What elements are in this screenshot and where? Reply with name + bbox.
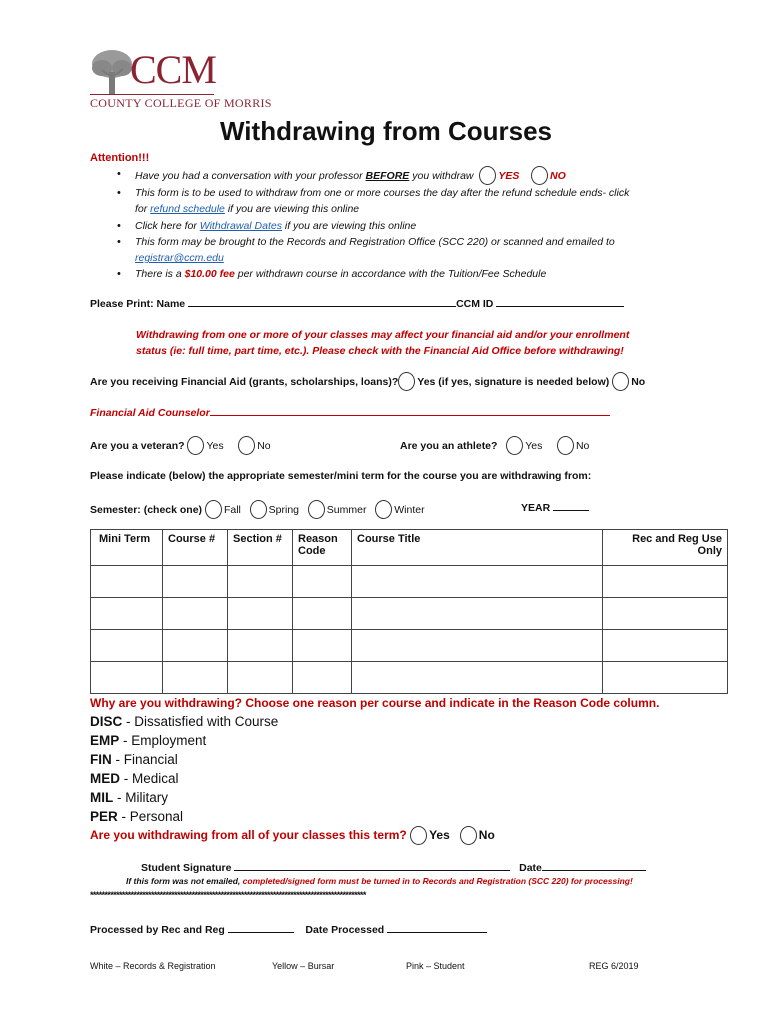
signature-row: Student Signature Date [141,860,646,874]
processed-by-field[interactable] [228,922,294,933]
list-item: • Have you had a conversation with your professor BEFORE you withdraw YES NO [117,166,697,185]
attention-list [117,166,697,283]
professor-no-radio[interactable] [531,166,548,185]
header-reason-code: Reason Code [293,530,352,566]
table-cell[interactable] [163,598,228,630]
table-cell[interactable] [163,630,228,662]
veteran-yes-radio[interactable] [187,436,204,455]
reason-item-emp: EMP - Employment [90,733,207,748]
reason-item-disc: DISC - Dissatisfied with Course [90,714,279,729]
table-cell[interactable] [352,662,603,694]
list-item: • There is a $10.00 fee per withdrawn course in accordance with the Tuition/Fee Schedule [117,266,697,282]
signature-date-field[interactable] [542,860,646,871]
table-row [91,566,728,598]
athlete-row: Are you an athlete? Yes No [400,436,589,455]
signature-field[interactable] [234,860,510,871]
table-cell[interactable] [603,566,728,598]
table-header-row [91,530,728,566]
table-cell[interactable] [228,662,293,694]
table-cell[interactable] [91,566,163,598]
financial-aid-no-radio[interactable] [612,372,629,391]
semester-spring-radio[interactable] [250,500,267,519]
table-cell[interactable] [91,662,163,694]
table-cell[interactable] [293,630,352,662]
year-field[interactable] [553,500,589,511]
semester-winter-radio[interactable] [375,500,392,519]
header-section-number: Section # [228,530,293,566]
divider-stars: *********************************************************************************************** [90,890,366,900]
withdraw-all-no-radio[interactable] [460,826,477,845]
reason-item-fin: FIN - Financial [90,752,178,767]
professor-yes-radio[interactable] [479,166,496,185]
semester-instruction: Please indicate (below) the appropriate semester/mini term for the course you are withdrawing from: [90,470,592,482]
header-mini-term: Mini Term [91,530,163,566]
reason-item-med: MED - Medical [90,771,179,786]
processed-row: Processed by Rec and Reg Date Processed [90,922,487,936]
footer-yellow-copy: Yellow – Bursar [272,961,335,971]
submission-note: If this form was not emailed, completed/signed form must be turned in to Records and Registration (SCC 220) for processing! [126,876,633,886]
table-row [91,630,728,662]
ccm-id-field[interactable] [496,296,624,307]
table-cell[interactable] [91,598,163,630]
table-cell[interactable] [163,662,228,694]
page-title: Withdrawing from Courses [220,116,553,146]
table-cell[interactable] [352,566,603,598]
financial-aid-row: Are you receiving Financial Aid (grants, scholarships, loans)? Yes (if yes, signature is needed below) No [90,372,645,391]
table-cell[interactable] [603,598,728,630]
veteran-no-radio[interactable] [238,436,255,455]
reasons-heading: Why are you withdrawing? Choose one reason per course and indicate in the Reason Code column. [90,696,660,710]
semester-row: Semester: (check one) Fall Spring Summer Winter [90,500,425,519]
table-row [91,662,728,694]
logo-text: CCM [130,47,216,92]
table-cell[interactable] [603,662,728,694]
reason-item-mil: MIL - Military [90,790,168,805]
year-row: YEAR [521,500,589,514]
list-item: • Click here for Withdrawal Dates if you are viewing this online [117,218,697,234]
registrar-email-link[interactable]: registrar@ccm.edu [135,252,224,265]
list-item: • This form may be brought to the Records and Registration Office (SCC 220) or scanned and emailed to registrar@ccm.edu [117,234,697,267]
table-cell[interactable] [293,598,352,630]
table-cell[interactable] [91,630,163,662]
table-cell[interactable] [228,566,293,598]
table-cell[interactable] [352,598,603,630]
footer-pink-copy: Pink – Student [406,961,465,971]
withdraw-all-yes-radio[interactable] [410,826,427,845]
table-cell[interactable] [352,630,603,662]
header-course-number: Course # [163,530,228,566]
header-rec-reg: Rec and Reg Use Only [603,530,728,566]
print-name-row: Please Print: Name CCM ID [90,296,624,310]
refund-schedule-link[interactable]: refund schedule [150,203,225,216]
athlete-yes-radio[interactable] [506,436,523,455]
financial-aid-yes-radio[interactable] [398,372,415,391]
table-cell[interactable] [163,566,228,598]
semester-summer-radio[interactable] [308,500,325,519]
financial-aid-warning: Withdrawing from one or more of your classes may affect your financial aid and/or your enrollment status (ie: full time, part time, etc.). Please check with the Financial Aid Office before withdrawing! [136,329,630,357]
logo-subtitle: COUNTY COLLEGE OF MORRIS [90,96,272,110]
semester-fall-radio[interactable] [205,500,222,519]
table-cell[interactable] [293,566,352,598]
footer-revision: REG 6/2019 [589,961,639,971]
footer-white-copy: White – Records & Registration [90,961,216,971]
athlete-no-radio[interactable] [557,436,574,455]
name-field[interactable] [188,296,456,307]
tree-icon [90,48,134,96]
logo [90,42,272,114]
header-course-title: Course Title [352,530,603,566]
reason-list [90,712,278,826]
withdraw-all-row: Are you withdrawing from all of your classes this term? Yes No [90,826,495,845]
course-table [90,529,728,694]
table-row [91,598,728,630]
counselor-field[interactable] [210,405,610,416]
attention-heading: Attention!!! [90,152,150,164]
financial-aid-counselor-row: Financial Aid Counselor [90,405,610,419]
table-cell[interactable] [228,598,293,630]
withdrawal-dates-link[interactable]: Withdrawal Dates [199,219,282,232]
table-cell[interactable] [293,662,352,694]
reason-item-per: PER - Personal [90,809,184,824]
veteran-row: Are you a veteran? Yes No [90,436,271,455]
list-item: • This form is to be used to withdraw from one or more courses the day after the refund schedule ends- click for refund schedule if you are viewing this online [117,185,697,218]
table-cell[interactable] [228,630,293,662]
processed-date-field[interactable] [387,922,487,933]
table-cell[interactable] [603,630,728,662]
